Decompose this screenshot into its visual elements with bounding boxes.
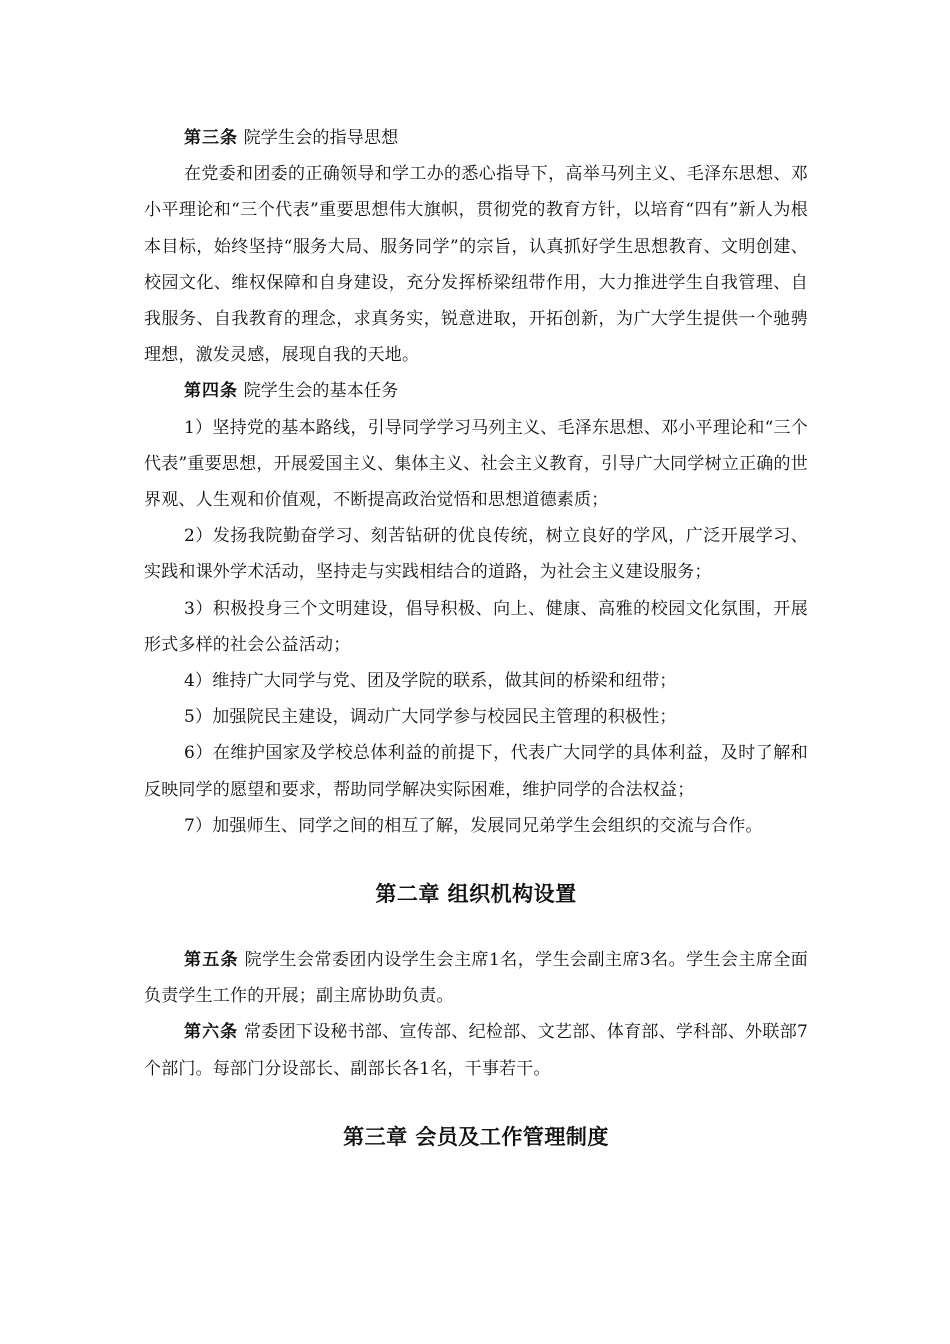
article-6-label: 第六条	[184, 1022, 239, 1043]
article-5-label: 第五条	[184, 950, 239, 971]
article-4-item-7: 7）加强师生、同学之间的相互了解，发展同兄弟学生会组织的交流与合作。	[184, 815, 763, 836]
article-4-item-5: 5）加强院民主建设，调动广大同学参与校园民主管理的积极性；	[184, 707, 677, 728]
article-4-heading	[144, 373, 808, 409]
article-3-label: 第三条	[184, 128, 238, 148]
article-3-body: 在党委和团委的正确领导和学工办的悉心指导下，高举马列主义、毛泽东思想、邓小平理论和“三个代表”重要思想伟大旗帜，贯彻党的教育方针，以培育“四有”新人为根本目标，始终坚持“服务大局、服务同学”的宗旨，认真抓好学生思想教育、文明创建、校园文化、维权保障和自身建设，充分发挥桥梁纽带作用，大力推进学生自我管理、自我服务、自我教育的理念，求真务实，锐意进取，开拓创新，为广大学生提供一个驰骋理想，激发灵感，展现自我的天地。	[144, 164, 808, 366]
article-5-body: 院学生会常委团内设学生会主席1名，学生会副主席3名。学生会主席全面负责学生工作的开展；副主席协助负责。	[144, 950, 808, 1007]
article-4-item-2: 2）发扬我院勤奋学习、刻苦钻研的优良传统，树立良好的学风，广泛开展学习、实践和课外学术活动，坚持走与实践相结合的道路，为社会主义建设服务；	[144, 526, 808, 583]
document-page	[144, 120, 808, 1151]
article-4-label: 第四条	[184, 381, 238, 402]
article-4-item-6: 6）在维护国家及学校总体利益的前提下，代表广大同学的具体利益，及时了解和反映同学的愿望和要求，帮助同学解决实际困难，维护同学的合法权益；	[144, 743, 808, 800]
article-3-title: 院学生会的指导思想	[243, 128, 399, 148]
article-4-title: 院学生会的基本任务	[243, 381, 399, 402]
article-4-item-3: 3）积极投身三个文明建设，倡导积极、向上、健康、高雅的校园文化氛围，开展形式多样的社会公益活动；	[144, 598, 808, 655]
article-4-item-1: 1）坚持党的基本路线，引导同学学习马列主义、毛泽东思想、邓小平理论和“三个代表”重要思想，开展爱国主义、集体主义、社会主义教育，引导广大同学树立正确的世界观、人生观和价值观，不断提高政治觉悟和思想道德素质；	[144, 417, 808, 511]
article-4-item-4: 4）维持广大同学与党、团及学院的联系，做其间的桥梁和纽带；	[184, 671, 677, 692]
article-6	[144, 1014, 808, 1086]
chapter-3-title: 第三章 会员及工作管理制度	[343, 1124, 609, 1149]
article-3-heading	[144, 120, 808, 156]
chapter-2-title: 第二章 组织机构设置	[375, 882, 577, 907]
article-6-body: 常委团下设秘书部、宣传部、纪检部、文艺部、体育部、学科部、外联部7个部门。每部门分设部长、副部长各1名，干事若干。	[144, 1022, 808, 1079]
article-5	[144, 942, 808, 1014]
